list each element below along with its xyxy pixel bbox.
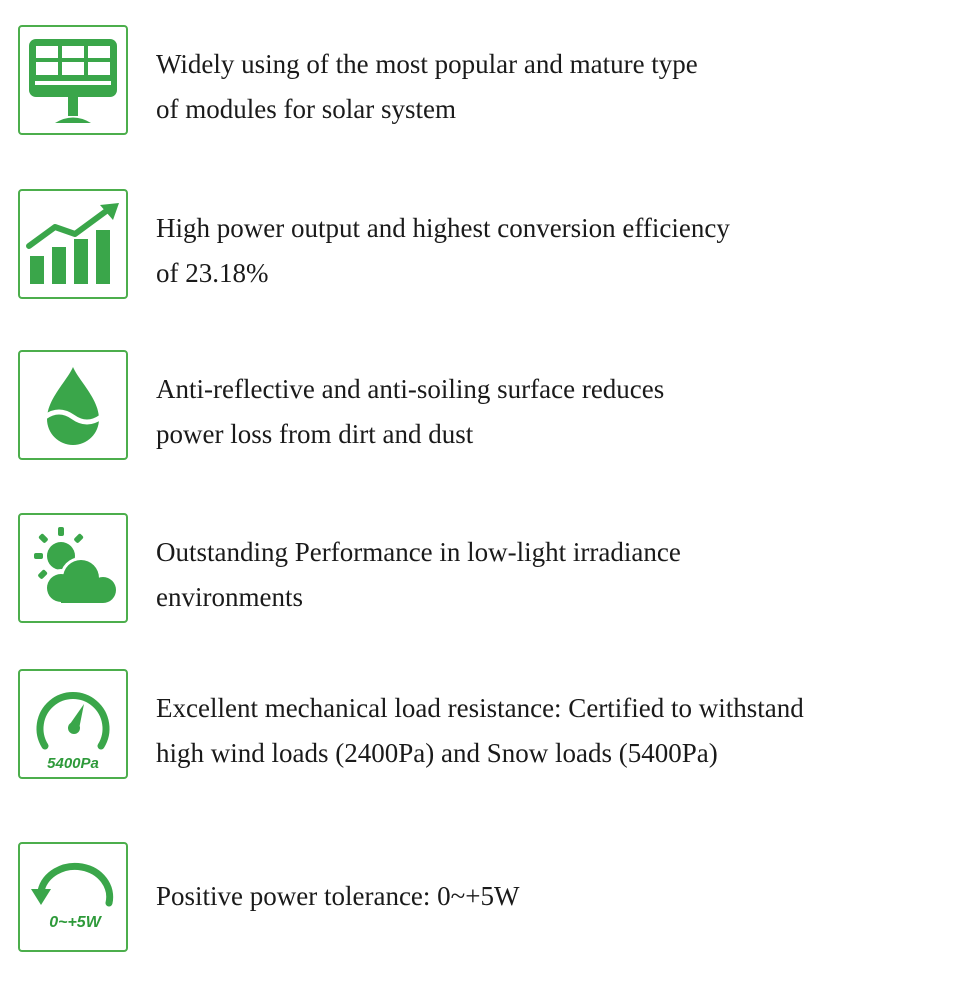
sun-cloud-icon bbox=[18, 513, 128, 623]
feature-item bbox=[18, 25, 958, 137]
gauge-label: 5400Pa bbox=[47, 755, 99, 772]
feature-text-line: Widely using of the most popular and mature type bbox=[156, 49, 698, 79]
feature-text-line: Positive power tolerance: 0~+5W bbox=[156, 881, 520, 911]
feature-description bbox=[156, 42, 956, 132]
feature-text-line: high wind loads (2400Pa) and Snow loads (5400Pa) bbox=[156, 738, 718, 768]
feature-description bbox=[156, 530, 956, 620]
power-tolerance-icon bbox=[18, 842, 128, 952]
feature-text-line: Outstanding Performance in low-light irradiance bbox=[156, 537, 681, 567]
feature-item bbox=[18, 189, 958, 301]
pressure-gauge-icon bbox=[18, 669, 128, 779]
feature-item bbox=[18, 669, 958, 781]
tolerance-label: 0~+5W bbox=[49, 914, 101, 931]
feature-text-line: of modules for solar system bbox=[156, 94, 456, 124]
feature-text-line: Anti-reflective and anti-soiling surface reduces bbox=[156, 374, 665, 404]
growth-chart-icon bbox=[18, 189, 128, 299]
feature-text-line: Excellent mechanical load resistance: Certified to withstand bbox=[156, 693, 804, 723]
feature-text-line: High power output and highest conversion efficiency bbox=[156, 213, 730, 243]
feature-item bbox=[18, 513, 958, 625]
feature-item bbox=[18, 350, 958, 462]
water-drop-icon bbox=[18, 350, 128, 460]
feature-description bbox=[156, 874, 956, 919]
feature-item bbox=[18, 842, 958, 954]
feature-text-line: environments bbox=[156, 582, 303, 612]
feature-description bbox=[156, 367, 956, 457]
feature-description bbox=[156, 206, 956, 296]
solar-panel-icon bbox=[18, 25, 128, 135]
feature-text-line: power loss from dirt and dust bbox=[156, 419, 474, 449]
feature-description bbox=[156, 686, 956, 776]
feature-text-line: of 23.18% bbox=[156, 258, 269, 288]
